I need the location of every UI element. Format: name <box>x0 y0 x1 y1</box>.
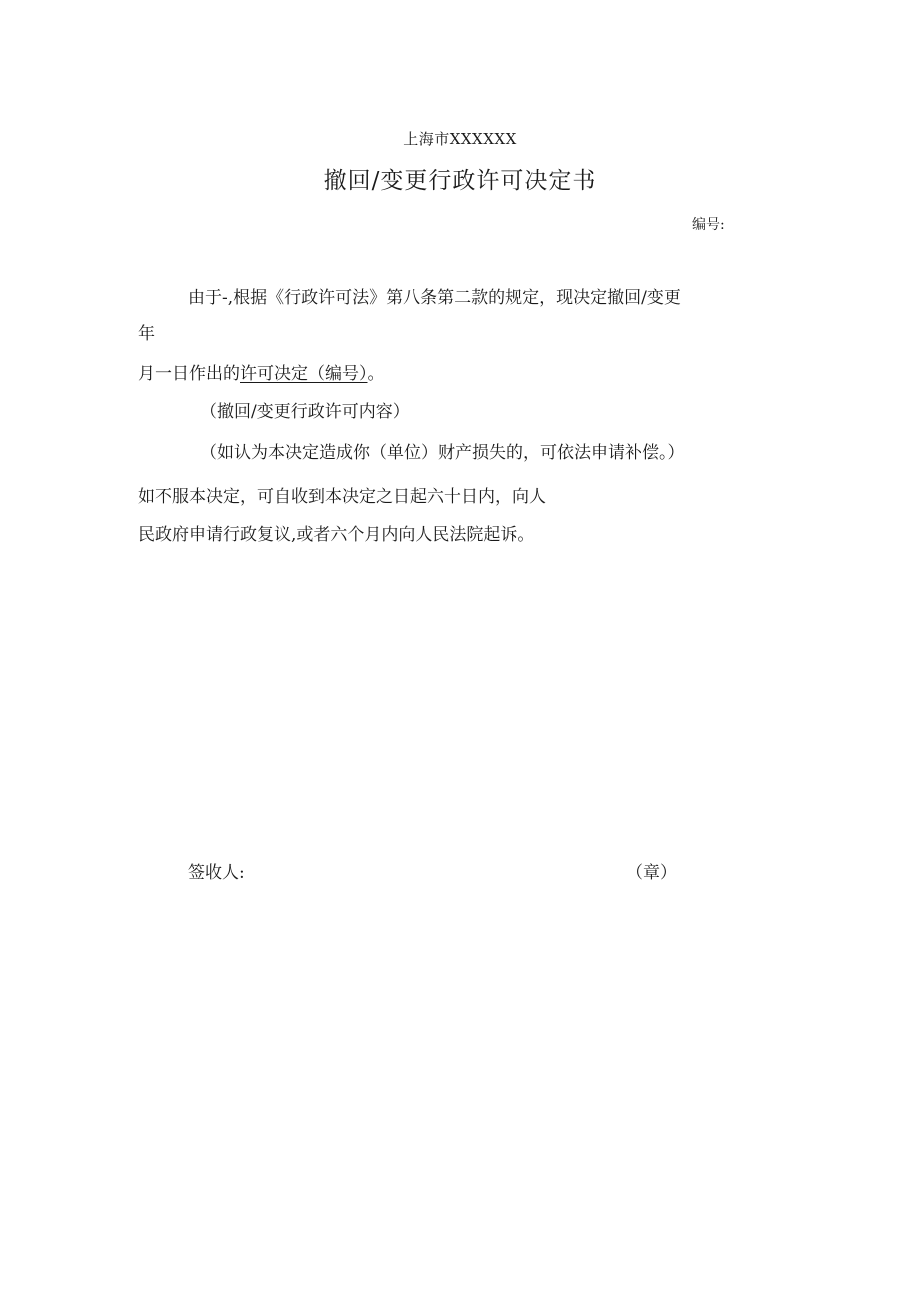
document-number-label: 编号: <box>692 217 725 233</box>
document-title: 撤回/变更行政许可决定书 <box>323 168 597 194</box>
signer-label: 签收人: <box>188 863 245 883</box>
paragraph-1-line-3-prefix: 月一日作出的 <box>138 364 240 384</box>
appeal-notice-line-1: 如不服本决定，可自收到本决定之日起六十日内，向人 <box>138 487 546 507</box>
compensation-notice: （如认为本决定造成你（单位）财产损失的，可依法申请补偿。） <box>200 443 685 463</box>
seal-label: （章） <box>626 863 677 883</box>
issuing-organization: 上海市XXXXXX <box>403 130 517 148</box>
paragraph-1-line-3 <box>138 362 385 386</box>
appeal-notice-line-2: 民政府申请行政复议,或者六个月内向人民法院起诉。 <box>138 525 535 545</box>
paragraph-1-line-1: 由于-,根据《行政许可法》第八条第二款的规定，现决定撤回/变更 <box>188 288 681 308</box>
revocation-content-placeholder: （撤回/变更行政许可内容） <box>200 402 410 422</box>
paragraph-1-line-3-suffix: 。 <box>367 364 385 384</box>
paragraph-1-line-2: 年 <box>138 324 155 344</box>
permit-decision-reference: 许可决定（编号） <box>240 364 368 384</box>
